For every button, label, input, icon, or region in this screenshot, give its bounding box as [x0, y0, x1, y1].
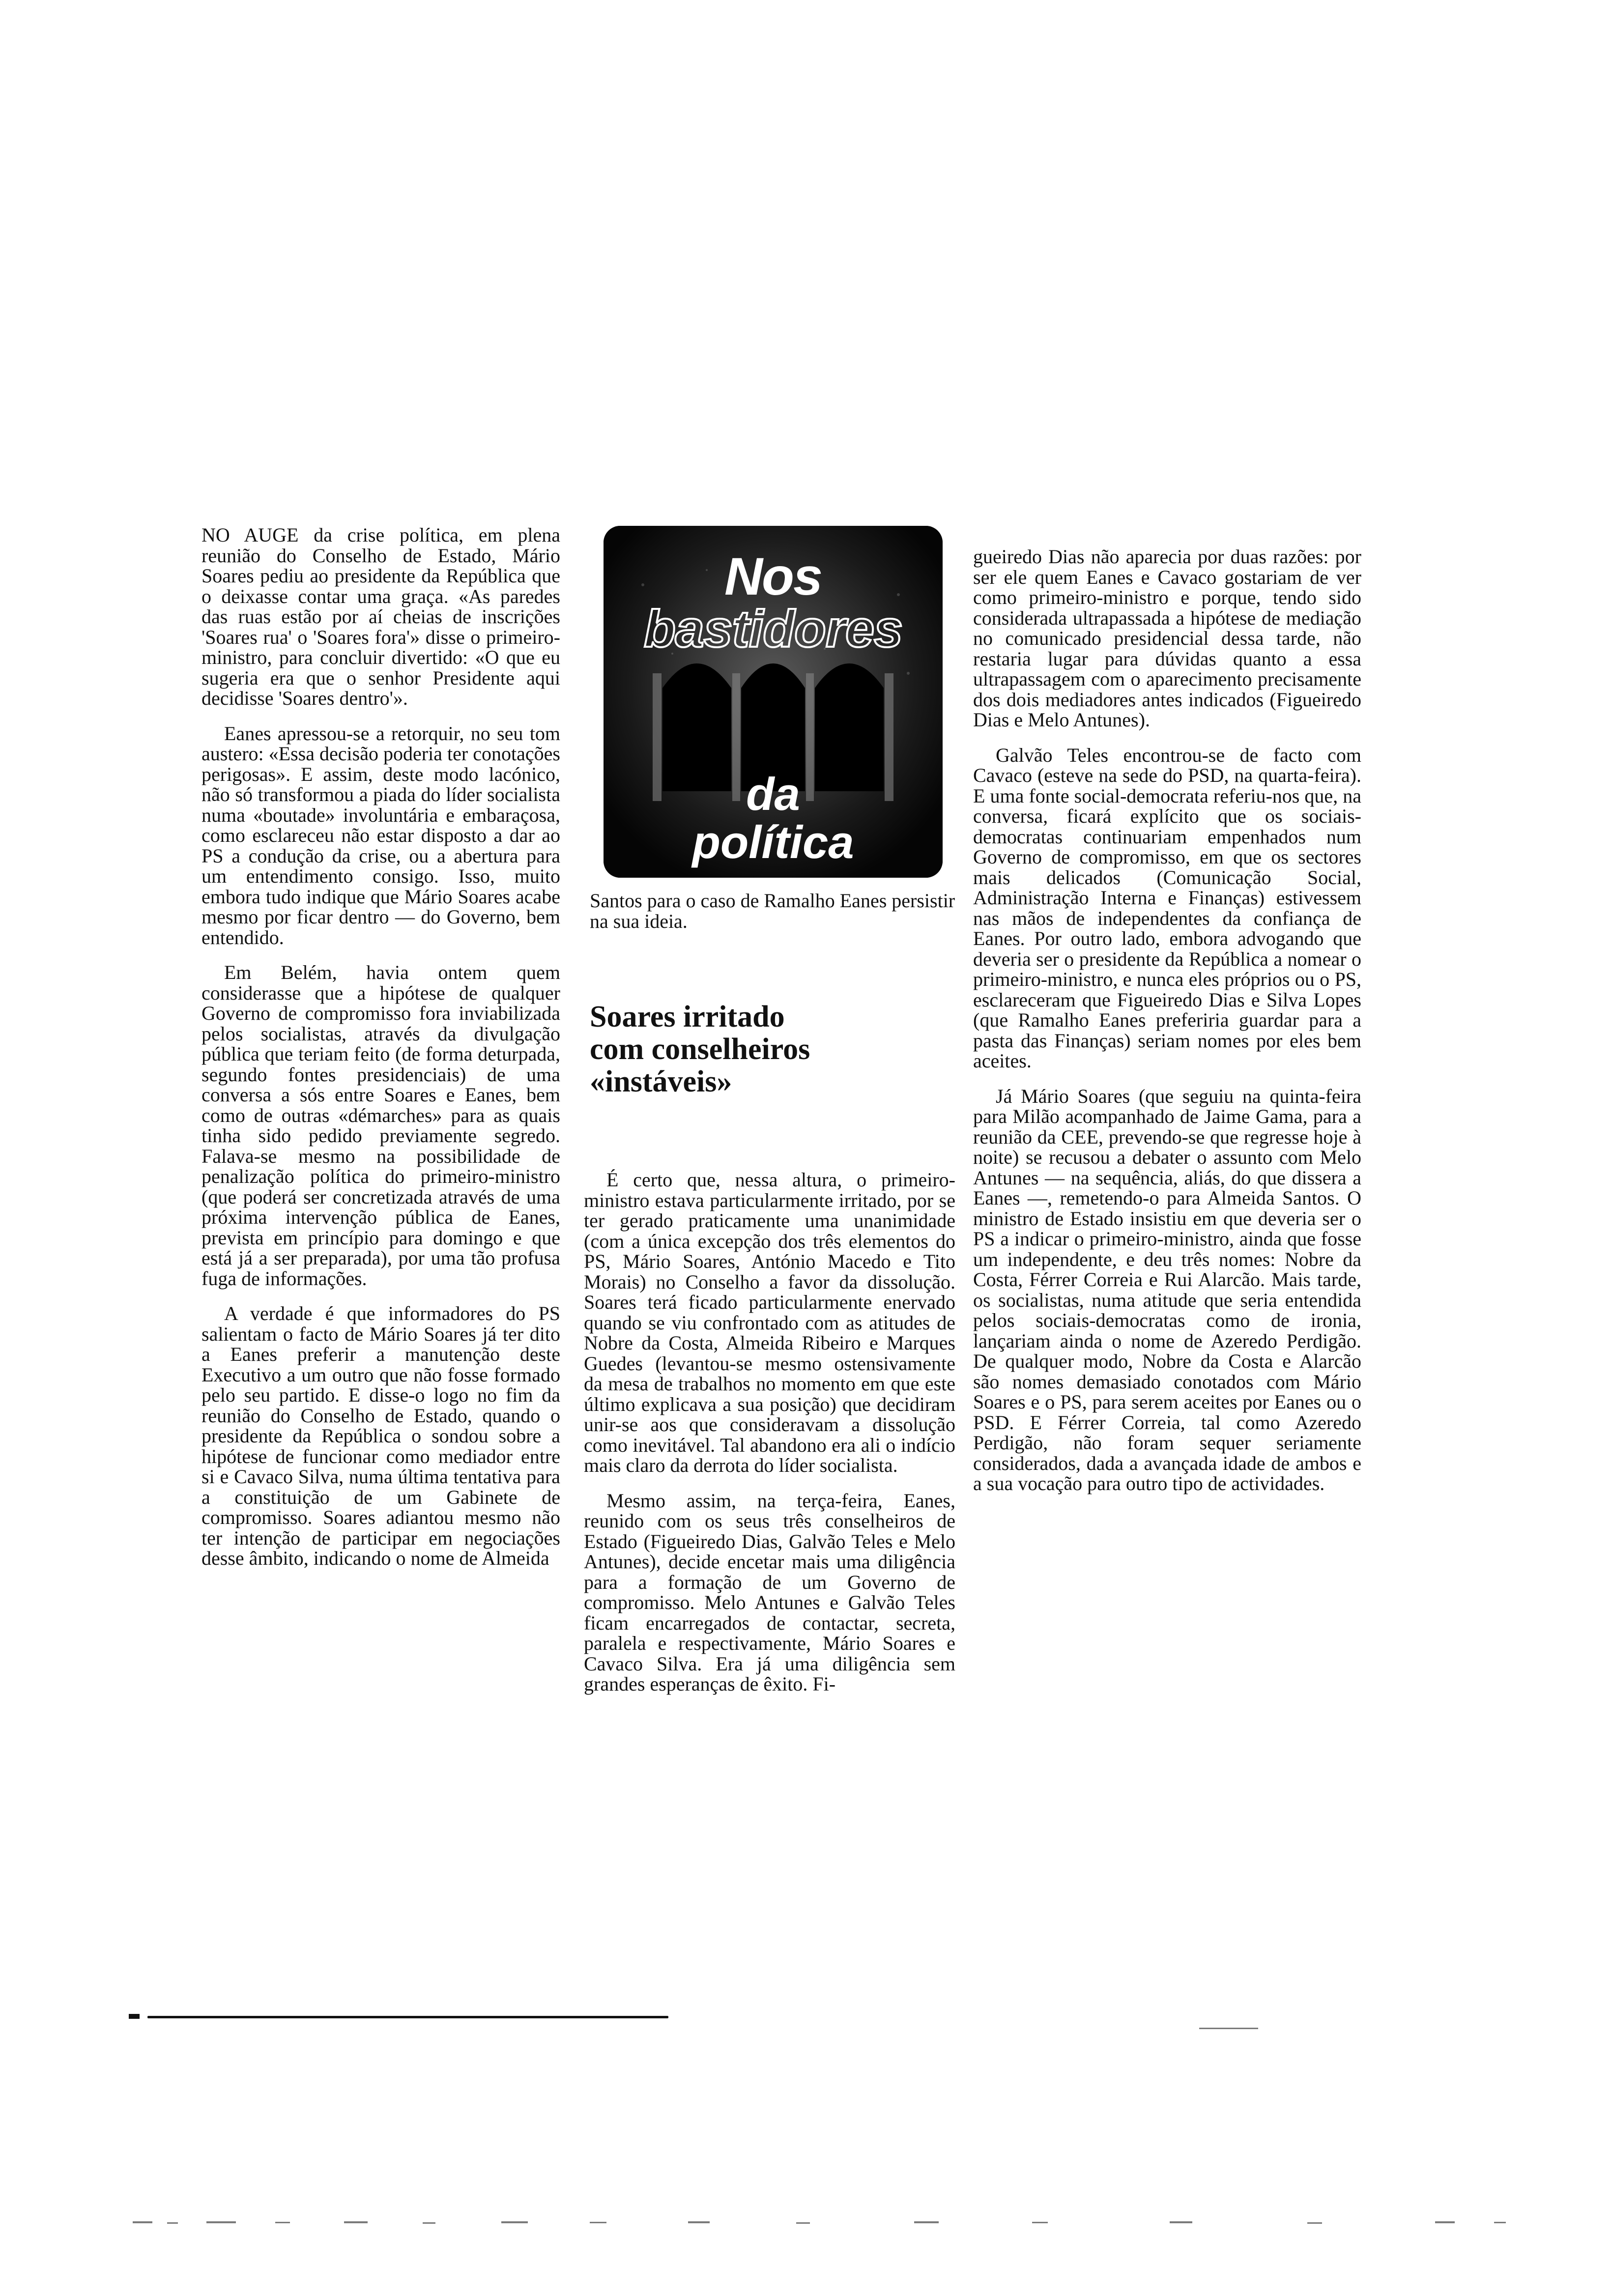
bottom-rule-tick: [129, 2014, 140, 2019]
continuation-text: Santos para o caso de Ramalho Eanes persistir na sua ideia.: [590, 890, 955, 932]
paragraph: É certo que, nessa altura, o primeiro-ministro estava particularmente irritado, por se ter gerado praticamente uma unanimidade (com a única excepção dos três elementos do PS, Mário Soares, António Macedo e Tito Morais) no Conselho a favor da dissolução. Soares terá ficado particularmente enervado quando se viu confrontado com as atitudes de Nobre da Costa, Almeida Ribeiro e Marques Guedes (levantou-se mesmo ostensivamente da mesa de trabalhos no momento em que este último explicava a sua posição) que decidiram unir-se aos que consideravam a dissolução como inevitável. Tal abandono era ali o indício mais claro da derrota do líder socialista.: [584, 1169, 955, 1476]
banner-title-politica: política: [692, 816, 854, 868]
subheading-line: «instáveis»: [590, 1065, 732, 1098]
paragraph: NO AUGE da crise política, em plena reunião do Conselho de Estado, Mário Soares pediu ao presidente da República que o deixasse contar uma graça. «As paredes das ruas estão por aí cheias de inscrições 'Soares rua' o 'Soares fora'» disse o primeiro-ministro, para concluir divertido: «O que eu sugeria era que o senhor Presidente aqui decidisse 'Soares dentro'».: [202, 524, 560, 709]
paragraph: gueiredo Dias não aparecia por duas razões: por ser ele quem Eanes e Cavaco gostariam de ver como primeiro-ministro e porque, tendo sido considerada ultrapassada a hipótese de mediação no comunicado presidencial dessa tarde, não restaria lugar para dúvidas quanto a essa ultrapassagem com o aparecimento precisamente dos dois mediadores antes indicados (Figueiredo Dias e Melo Antunes).: [973, 545, 1361, 731]
banner-title-da: da: [746, 768, 800, 820]
banner-title-nos: Nos: [724, 546, 822, 606]
article-column-1: [202, 525, 560, 1583]
subheading-line: com conselheiros: [590, 1033, 810, 1066]
paragraph: Eanes apressou-se a retorquir, no seu tom austero: «Essa decisão poderia ter conotações perigosas». E assim, deste modo lacónico, não só transformou a piada do líder socialista numa «boutade» involuntária e embaraçosa, como esclareceu não estar disposto a dar ao PS a condução da crise, ou a abertura para um entendimento consigo. Isso, muito embora tudo indique que Mário Soares acabe mesmo por ficar dentro — do Governo, bem entendido.: [202, 722, 560, 948]
paragraph: A verdade é que informadores do PS salientam o facto de Mário Soares já ter dito a Eanes preferir a manutenção deste Executivo a um outro que não fosse formado pelo seu partido. E disse-o logo no fim da reunião do Conselho de Estado, quando o presidente da República o sondou sobre a hipótese de funcionar como mediador entre si e Cavaco Silva, numa última tentativa para a constituição de um Gabinete de compromisso. Soares adiantou mesmo não ter intenção de participar em negociações desse âmbito, indicando o nome de Almeida: [202, 1302, 560, 1569]
article-column-3: [973, 546, 1361, 1509]
section-subheading: [590, 1001, 865, 1098]
paragraph: Galvão Teles encontrou-se de facto com Cavaco (esteve na sede do PSD, na quarta-feira). E uma fonte social-democrata referiu-nos que, na conversa, ficará explícito que os sociais-democratas continuariam empenhados num Governo de compromisso, em que os sectores mais delicados (Comunicação Social, Administração Interna e Finanças) estivessem nas mãos de independentes da confiança de Eanes. Por outro lado, embora advogando que deveria ser o presidente da República a nomear o primeiro-ministro, e nunca eles próprios ou o PS, esclareceram que Figueiredo Dias e Silva Lopes (que Ramalho Eanes preferiria guardar para a pasta das Finanças) seriam nomes por eles bem aceites.: [973, 744, 1361, 1072]
article-column-2: [584, 1170, 955, 1709]
paragraph: Em Belém, havia ontem quem considerasse que a hipótese de qualquer Governo de compromisso fora inviabilizada pelos socialistas, através da divulgação pública que teriam feito (de forma deturpada, segundo fontes presidenciais) de uma conversa a sós entre Soares e Eanes, bem como de outras «démarches» para as quais tinha sido pedido previamente segredo. Falava-se mesmo na possibilidade de penalização política do primeiro-ministro (que poderá ser concretizada através de uma próxima intervenção pública de Eanes, prevista em princípio para domingo e que está já a ser preparada), por uma tão profusa fuga de informações.: [202, 961, 560, 1290]
banner-title-bastidores: bastidores: [643, 600, 903, 658]
section-banner: [604, 526, 943, 878]
subheading-line: Soares irritado: [590, 1000, 785, 1033]
paragraph: Mesmo assim, na terça-feira, Eanes, reunido com os seus três conselheiros de Estado (Figueiredo Dias, Galvão Teles e Melo Antunes), decide encetar mais uma diligência para a formação de um Governo de compromisso. Melo Antunes e Galvão Teles ficam encarregados de contactar, secreta, paralela e respectivamente, Mário Soares e Cavaco Silva. Era já uma diligência sem grandes esperanças de êxito. Fi-: [584, 1489, 955, 1695]
bottom-rule: [147, 2016, 668, 2018]
paragraph: Já Mário Soares (que seguiu na quinta-feira para Milão acompanhado de Jaime Gama, para a reunião da CEE, prevendo-se que regresse hoje à noite) se recusou a debater o assunto com Melo Antunes — na sequência, aliás, do que dissera a Eanes —, remetendo-o para Almeida Santos. O ministro de Estado insistiu em que deveria ser o PS a indicar o primeiro-ministro, ainda que fosse um independente, e deu três nomes: Nobre da Costa, Férrer Correia e Rui Alarcão. Mais tarde, os socialistas, numa atitude que seria entendida pelos sociais-democratas como de ironia, lançariam ainda o nome de Azeredo Perdigão. De qualquer modo, Nobre da Costa e Alarcão são nomes demasiado conotados com Mário Soares e o PS, para serem aceites por Eanes ou o PSD. E Férrer Correia, tal como Azeredo Perdigão, não foram sequer seriamente considerados, dada a avançada idade de ambos e a sua vocação para outro tipo de actividades.: [973, 1085, 1361, 1494]
